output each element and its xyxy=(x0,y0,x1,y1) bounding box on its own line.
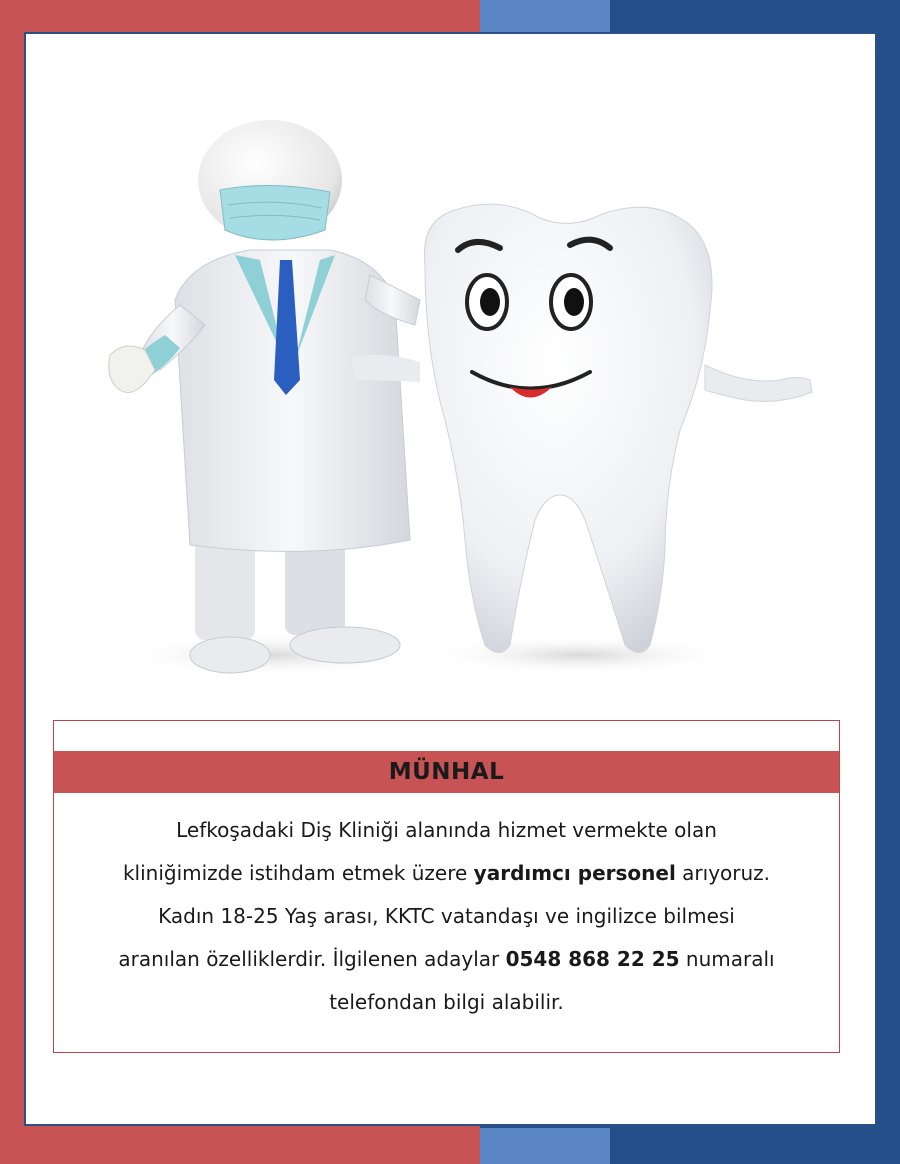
notice-line-4-pre: aranılan özelliklerdir. İlgilenen adaylar xyxy=(118,947,506,971)
border-band-light-blue-bottom xyxy=(480,1128,610,1164)
notice-box xyxy=(53,720,840,1053)
notice-body xyxy=(74,809,819,1024)
notice-line-4 xyxy=(74,938,819,981)
notice-line-2 xyxy=(74,852,819,895)
notice-line-4-post: numaralı xyxy=(679,947,775,971)
notice-line-5: telefondan bilgi alabilir. xyxy=(329,990,564,1014)
notice-line-1: Lefkoşadaki Diş Kliniği alanında hizmet vermekte olan xyxy=(176,818,717,842)
dentist-tooth-illustration xyxy=(80,100,840,700)
notice-title: MÜNHAL xyxy=(54,751,839,793)
smiling-tooth-figure xyxy=(350,204,812,652)
border-band-light-blue-top xyxy=(480,0,610,32)
notice-line-2-pre: kliniğimizde istihdam etmek üzere xyxy=(122,861,474,885)
dentist-figure xyxy=(109,120,420,673)
notice-phone: 0548 868 22 25 xyxy=(505,947,680,971)
notice-line-2-post: arıyoruz. xyxy=(675,861,771,885)
notice-position: yardımcı personel xyxy=(473,861,676,885)
notice-line-3: Kadın 18-25 Yaş arası, KKTC vatandaşı ve ingilizce bilmesi xyxy=(158,904,735,928)
